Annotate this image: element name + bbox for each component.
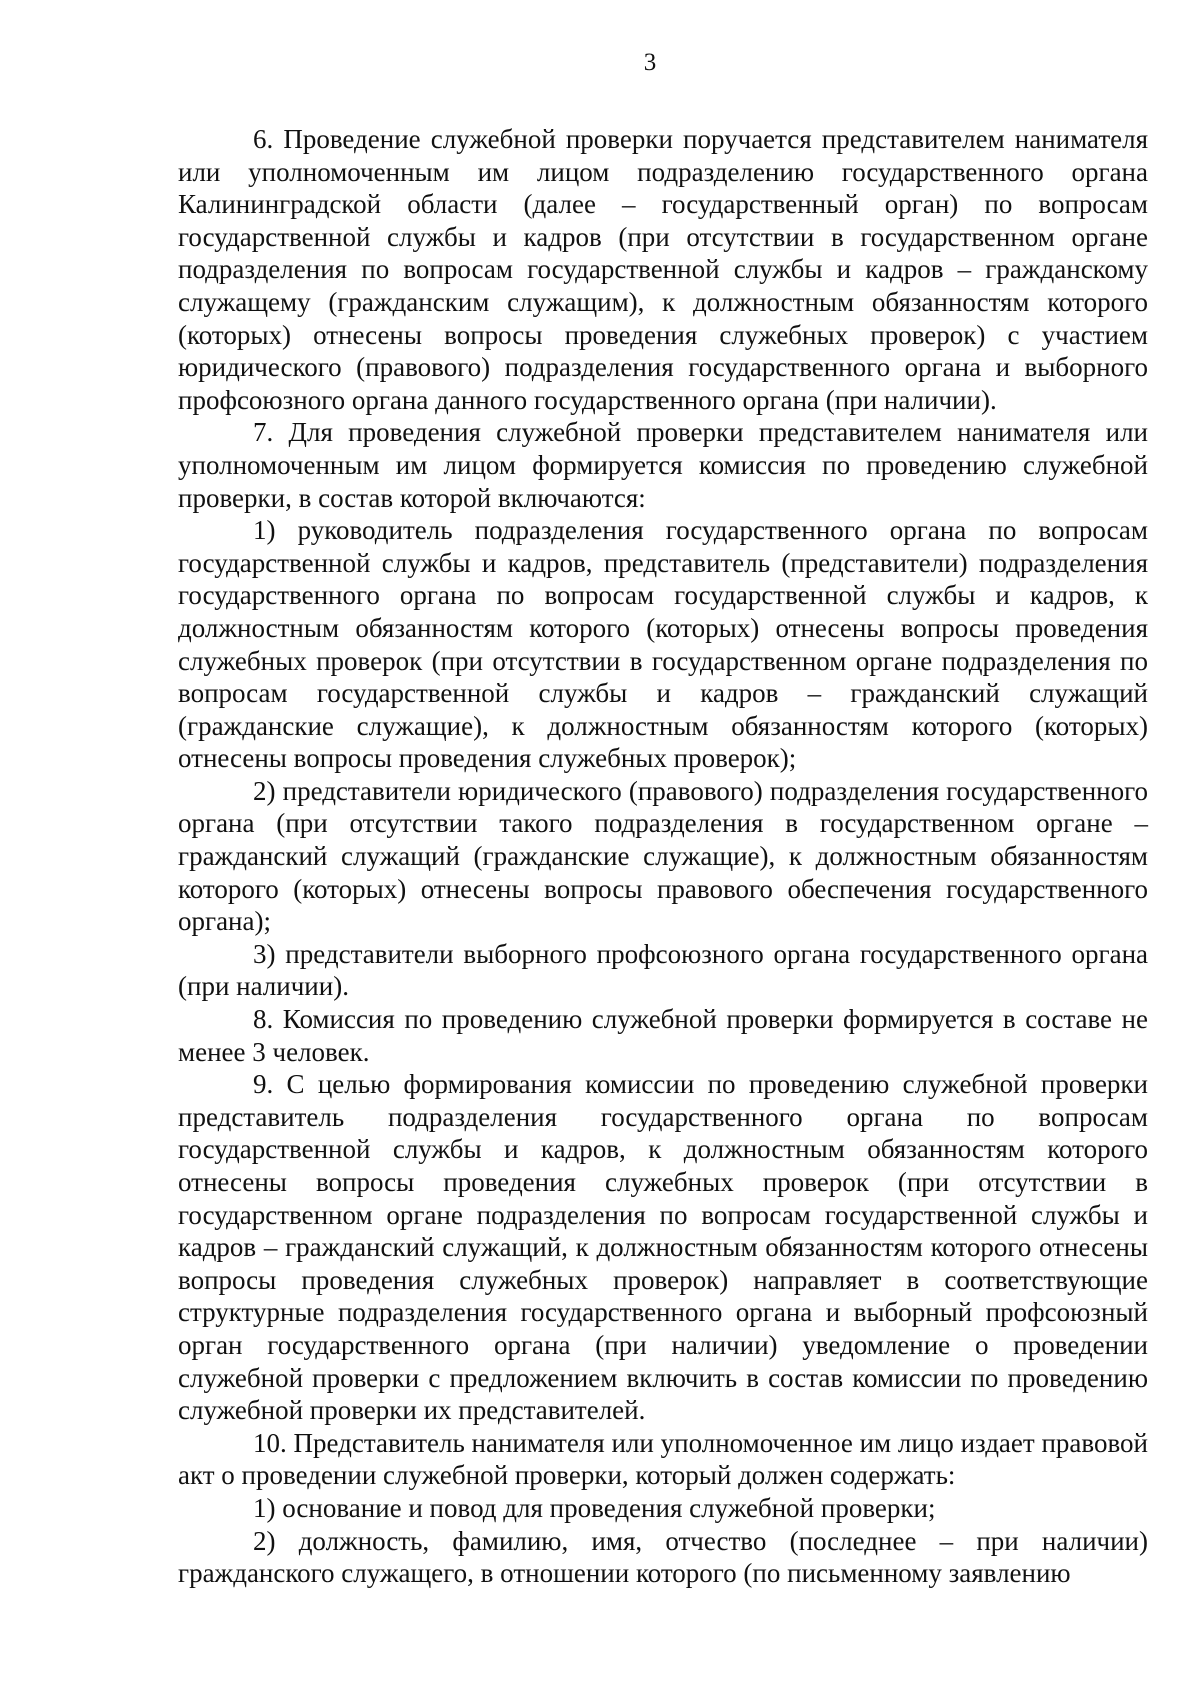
paragraph-7-item-3: 3) представители выборного профсоюзного органа государственного органа (при наличии). (178, 938, 1148, 1002)
paragraph-7: 7. Для проведения служебной проверки представителем нанимателя или уполномоченным им лицом формируется комиссия по проведению служебной проверки, в состав которой включаются: (178, 417, 1148, 513)
paragraph-10-item-2: 2) должность, фамилию, имя, отчество (последнее – при наличии) гражданского служащего, в отношении которого (по письменному заявлению (178, 1525, 1148, 1589)
paragraph-7-item-1: 1) руководитель подразделения государственного органа по вопросам государственной службы и кадров, представитель (представители) подразделения государственного органа по вопросам государственной службы и кадров, к должностным обязанностям которого (которых) отнесены вопросы проведения служебных проверок (при отсутствии в государственном органе подразделения по вопросам государственной службы и кадров – гражданский служащий (гражданские служащие), к должностным обязанностям которого (которых) отнесены вопросы проведения служебных проверок); (178, 515, 1148, 774)
paragraph-6: 6. Проведение служебной проверки поручается представителем нанимателя или уполномоченным им лицом подразделению государственного органа Калининградской области (далее – государственный орган) по вопросам государственной службы и кадров (при отсутствии в государственном органе подразделения по вопросам государственной службы и кадров – гражданскому служащему (гражданским служащим), к должностным обязанностям которого (которых) отнесены вопросы проведения служебных проверок) с участием юридического (правового) подразделения государственного органа и выборного профсоюзного органа данного государственного органа (при наличии). (178, 124, 1148, 415)
document-body (178, 123, 1148, 1590)
paragraph-7-item-2: 2) представители юридического (правового) подразделения государственного органа (при отсутствии такого подразделения в государственном органе – гражданский служащий (гражданские служащие), к должностным обязанностям которого (которых) отнесены вопросы правового обеспечения государственного органа); (178, 775, 1148, 937)
paragraph-10-item-1: 1) основание и повод для проведения служебной проверки; (253, 1492, 936, 1523)
paragraph-9: 9. С целью формирования комиссии по проведению служебной проверки представитель подразделения государственного органа по вопросам государственной службы и кадров, к должностным обязанностям которого отнесены вопросы проведения служебных проверок (при отсутствии в государственном органе подразделения по вопросам государственной службы и кадров – гражданский служащий, к должностным обязанностям которого отнесены вопросы проведения служебных проверок) направляет в соответствующие структурные подразделения государственного органа и выборный профсоюзный орган государственного органа (при наличии) уведомление о проведении служебной проверки с предложением включить в состав комиссии по проведению служебной проверки их представителей. (178, 1069, 1148, 1426)
paragraph-10: 10. Представитель нанимателя или уполномоченное им лицо издает правовой акт о проведении служебной проверки, который должен содержать: (178, 1427, 1148, 1491)
page-number: 3 (643, 49, 657, 76)
paragraph-8: 8. Комиссия по проведению служебной проверки формируется в составе не менее 3 человек. (178, 1004, 1148, 1067)
